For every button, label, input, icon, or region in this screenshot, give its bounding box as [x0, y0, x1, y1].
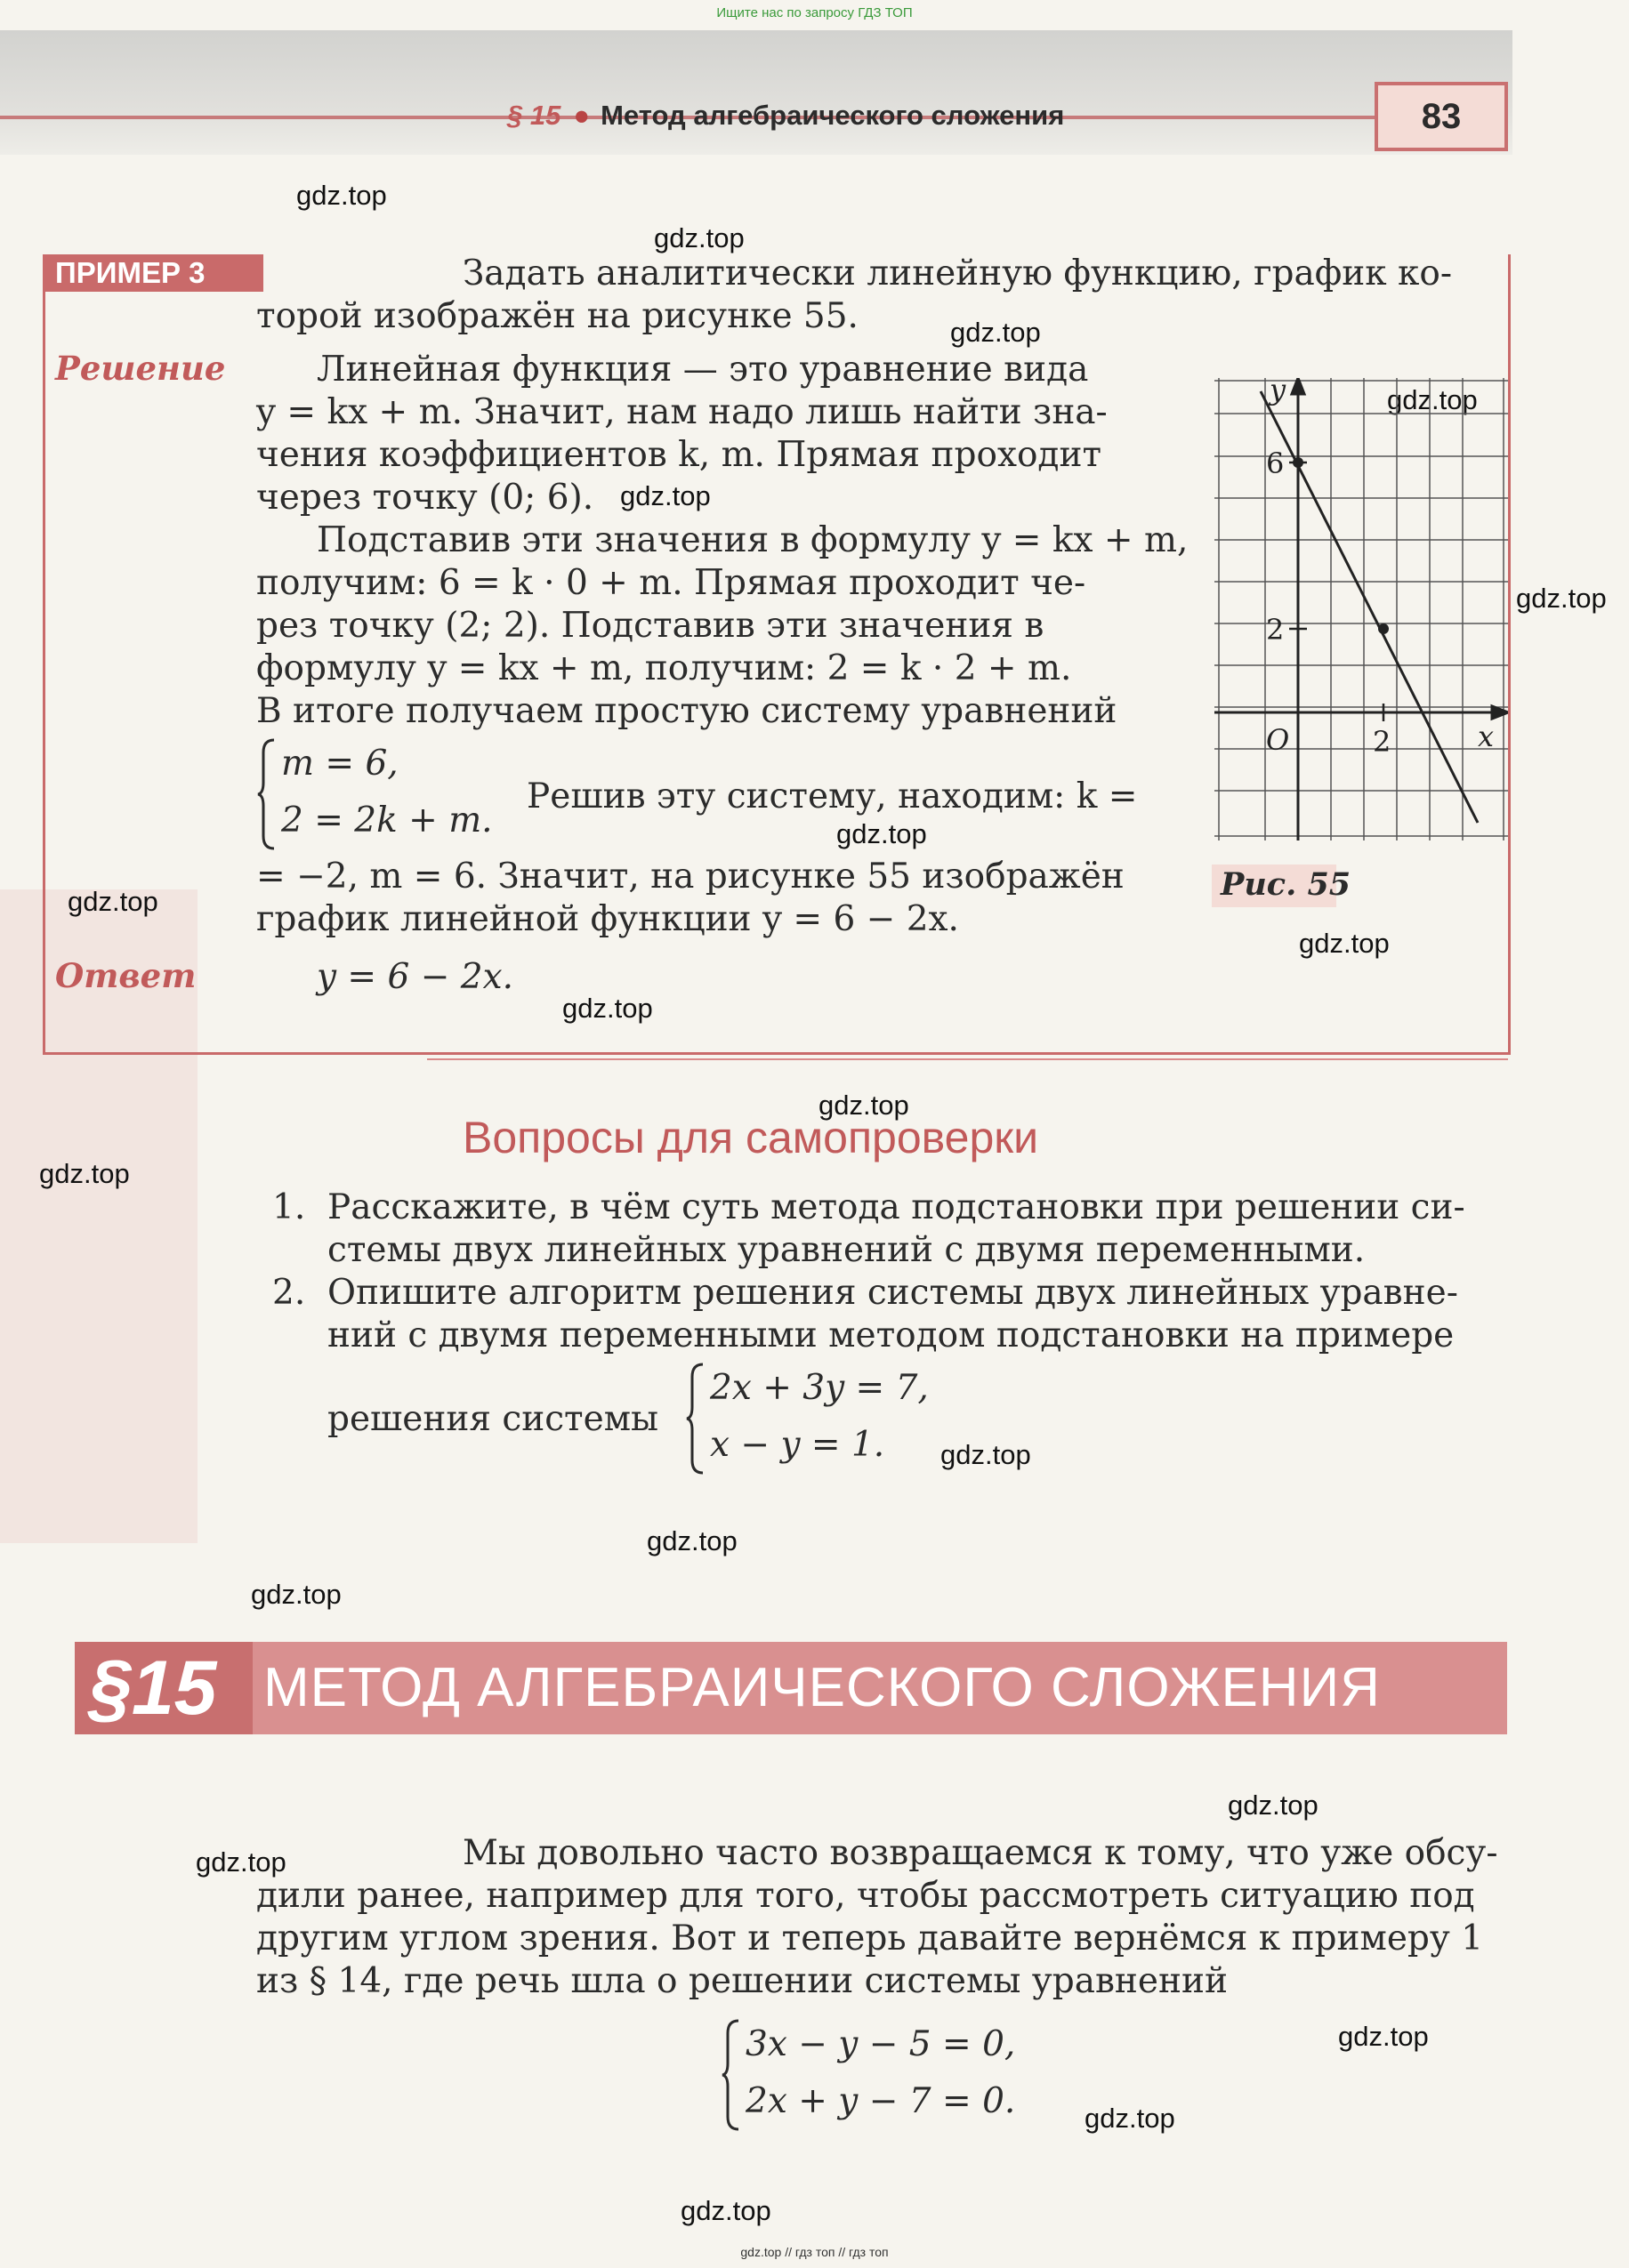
- watermark: gdz.top: [1387, 384, 1478, 415]
- example-line: Задать аналитически линейную функцию, график ко-: [463, 253, 1453, 294]
- paragraph-title: МЕТОД АЛГЕБРАИЧЕСКОГО СЛОЖЕНИЯ: [263, 1657, 1381, 1718]
- running-head-section: § 15: [507, 100, 561, 131]
- example-line: через точку (0; 6).: [256, 478, 594, 518]
- example-line: = −2, m = 6. Значит, на рисунке 55 изображён: [256, 857, 1125, 897]
- watermark: gdz.top: [562, 993, 653, 1024]
- example-line: формулу y = kx + m, получим: 2 = k · 2 + m.: [256, 648, 1072, 688]
- tick-label-x2: 2: [1373, 725, 1391, 759]
- axes: [1214, 378, 1508, 840]
- paragraph-number: §15: [89, 1645, 217, 1731]
- watermark: gdz.top: [940, 1439, 1031, 1470]
- watermark: gdz.top: [1299, 928, 1390, 959]
- question-line: ний с двумя переменными методом подстановки на примере: [327, 1315, 1455, 1355]
- section-divider: [427, 1058, 1508, 1060]
- brace-icon: [721, 2017, 742, 2133]
- figure-55-graph: [1214, 378, 1508, 840]
- watermark: gdz.top: [950, 317, 1041, 348]
- example-line: чения коэффициентов k, m. Прямая проходит: [256, 435, 1102, 475]
- question-number: 1.: [272, 1187, 306, 1227]
- question-line: решения системы: [327, 1399, 659, 1439]
- example-line: Подставив эти значения в формулу y = kx + m,: [317, 520, 1189, 560]
- question-line: Расскажите, в чём суть метода подстановки при решении си-: [327, 1187, 1465, 1227]
- watermark: gdz.top: [251, 1579, 342, 1610]
- bullet-icon: ●: [573, 100, 591, 131]
- watermark: gdz.top: [681, 2195, 771, 2226]
- watermark: gdz.top: [296, 180, 387, 211]
- equation: 2x + 3y = 7,: [710, 1368, 929, 1408]
- example-tag: ПРИМЕР 3: [43, 254, 263, 292]
- point-2-2: [1378, 623, 1389, 634]
- watermark: gdz.top: [39, 1158, 130, 1189]
- system-of-equations: [256, 736, 523, 852]
- question-line: Опишите алгоритм решения системы двух линейных уравне-: [327, 1273, 1458, 1313]
- grid-lines: [1214, 378, 1508, 840]
- example-line: Решив эту систему, находим: k =: [527, 776, 1138, 816]
- equation: 2x + y − 7 = 0.: [746, 2081, 1016, 2121]
- running-head-title: Метод алгебраического сложения: [601, 100, 1065, 131]
- watermark: gdz.top: [620, 480, 711, 511]
- system-of-equations: [721, 2017, 1077, 2133]
- origin-label: O: [1266, 723, 1290, 757]
- brace-icon: [685, 1361, 706, 1476]
- example-line: торой изображён на рисунке 55.: [256, 296, 859, 336]
- equation: x − y = 1.: [710, 1425, 885, 1465]
- axis-x-label: x: [1478, 720, 1495, 753]
- watermark: gdz.top: [654, 222, 745, 253]
- watermark: gdz.top: [196, 1846, 286, 1878]
- equation: m = 6,: [281, 744, 399, 784]
- axis-y-label: y: [1270, 378, 1286, 406]
- watermark: gdz.top: [1085, 2103, 1175, 2134]
- solution-label: Решение: [55, 349, 226, 388]
- running-head: [507, 100, 1064, 132]
- system-of-equations: [685, 1361, 952, 1476]
- question-line: стемы двух линейных уравнений с двумя переменными.: [327, 1230, 1366, 1270]
- watermark: gdz.top: [836, 818, 927, 849]
- paragraph-line: дили ранее, например для того, чтобы рассмотреть ситуацию под: [256, 1876, 1475, 1916]
- tick-label-y6: 6: [1266, 446, 1285, 480]
- watermark: gdz.top: [1228, 1789, 1319, 1821]
- watermark: gdz.top: [819, 1090, 909, 1121]
- header-band: [0, 30, 1512, 155]
- example-line: график линейной функции y = 6 − 2x.: [256, 899, 959, 939]
- answer-label: Ответ: [55, 956, 197, 995]
- example-line: y = kx + m. Значит, нам надо лишь найти зна-: [256, 392, 1108, 432]
- equation: 3x − y − 5 = 0,: [746, 2024, 1016, 2064]
- watermark: gdz.top: [647, 1525, 738, 1556]
- example-line: В итоге получаем простую систему уравнений: [256, 691, 1117, 731]
- top-note: Ищите нас по запросу ГДЗ ТОП: [716, 5, 913, 20]
- example-line: рез точку (2; 2). Подставив эти значения в: [256, 606, 1044, 646]
- paragraph-line: другим углом зрения. Вот и теперь давайте вернёмся к примеру 1: [256, 1918, 1484, 1958]
- questions-heading: Вопросы для самопроверки: [463, 1113, 1039, 1162]
- footer-note: gdz.top // гдз топ // гдз топ: [740, 2245, 889, 2259]
- page-number: 83: [1375, 82, 1508, 151]
- watermark: gdz.top: [1338, 2021, 1429, 2052]
- paragraph-line: Мы довольно часто возвращаемся к тому, что уже обсу-: [463, 1833, 1498, 1873]
- watermark: gdz.top: [68, 886, 158, 917]
- watermark: gdz.top: [1516, 583, 1607, 614]
- equation: 2 = 2k + m.: [281, 800, 493, 840]
- brace-icon: [256, 736, 278, 852]
- paragraph-line: из § 14, где речь шла о решении системы уравнений: [256, 1961, 1228, 2001]
- figure-caption: Рис. 55: [1221, 866, 1351, 903]
- answer-text: y = 6 − 2x.: [317, 957, 513, 997]
- tick-label-y2: 2: [1266, 613, 1285, 647]
- question-number: 2.: [272, 1273, 306, 1313]
- example-line: получим: 6 = k · 0 + m. Прямая проходит че-: [256, 563, 1086, 603]
- example-line: Линейная функция — это уравнение вида: [317, 350, 1089, 390]
